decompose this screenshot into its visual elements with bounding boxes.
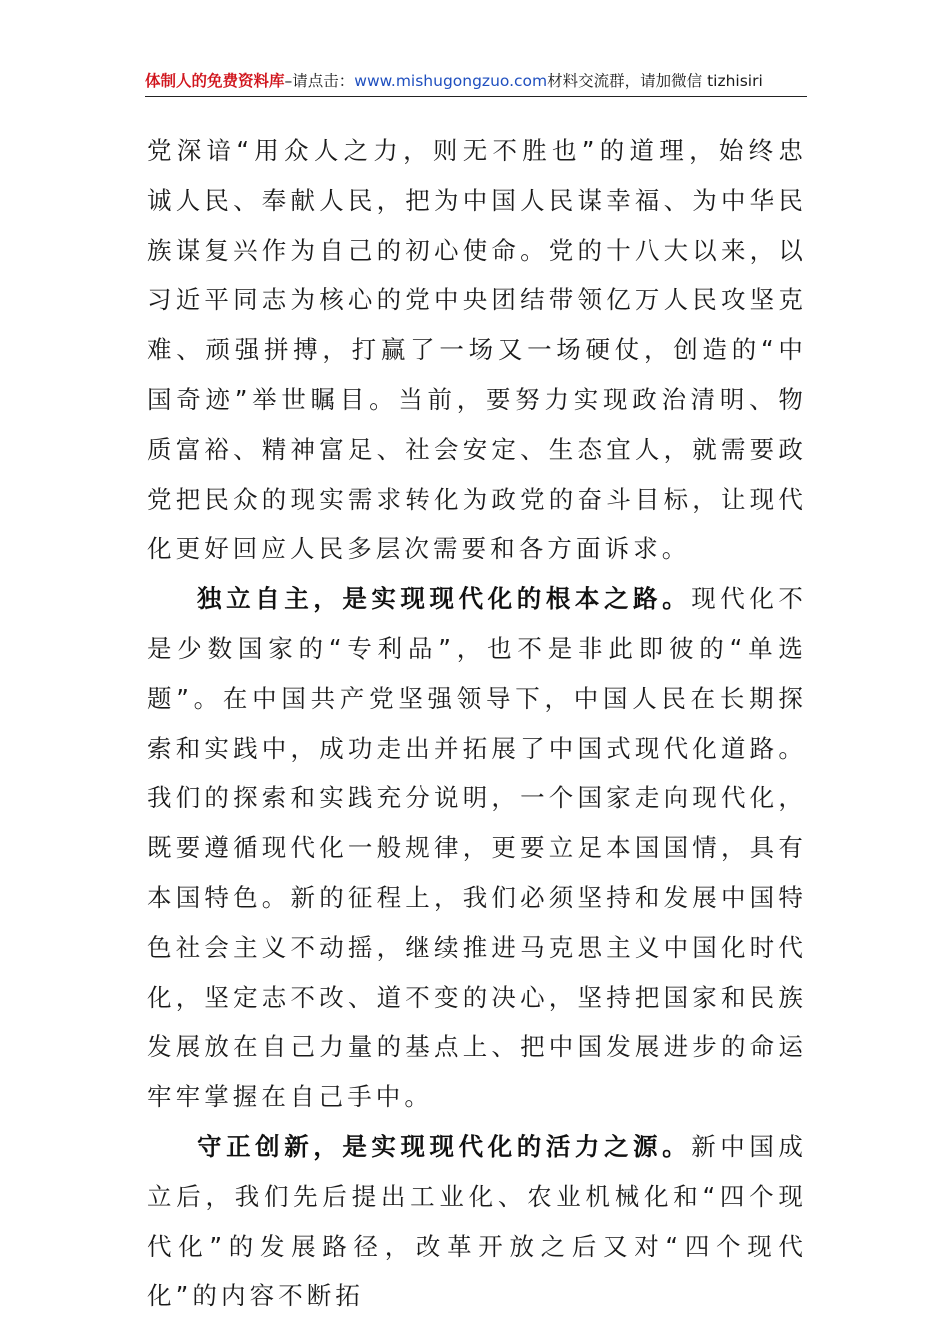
paragraph-2-text: 现代化不是少数国家的“专利品”，也不是非此即彼的“单选题”。在中国共产党坚强领导下，中国人民在长期探索和实践中，成功走出并拓展了中国式现代化道路。我们的探索和实践充分说明，一个国家走向现代化，既要遵循现代化一般规律，更要立足本国国情，具有本国特色。新的征程上，我们必须坚持和发展中国特色社会主义不动摇，继续推进马克思主义中国化时代化，坚定志不改、道不变的决心，坚持把国家和民族发展放在自己力量的基点上、把中国发展进步的命运牢牢掌握在自己手中。	[147, 584, 807, 1112]
paragraph-1-text: 党深谙“用众人之力，则无不胜也”的道理，始终忠诚人民、奉献人民，把为中国人民谋幸福、为中华民族谋复兴作为自己的初心使命。党的十八大以来，以习近平同志为核心的党中央团结带领亿万人民攻坚克难、顽强拼搏，打赢了一场又一场硬仗，创造的“中国奇迹”举世瞩目。当前，要努力实现政治清明、物质富裕、精神富足、社会安定、生态宜人，就需要政党把民众的现实需求转化为政党的奋斗目标，让现代化更好回应人民多层次需要和各方面诉求。	[147, 136, 807, 564]
header-contact-text: 材料交流群，请加微信 tizhisiri	[547, 72, 763, 90]
page-header	[145, 66, 807, 97]
paragraph-3	[147, 1122, 807, 1321]
paragraph-2	[147, 574, 807, 1122]
paragraph-1	[147, 126, 807, 574]
article-body	[147, 126, 807, 1321]
paragraph-2-heading: 独立自主，是实现现代化的根本之路。	[197, 584, 692, 614]
header-prompt: –请点击：	[284, 72, 355, 90]
paragraph-3-heading: 守正创新，是实现现代化的活力之源。	[197, 1131, 692, 1161]
header-brand: 体制人的免费资料库	[145, 72, 285, 90]
paragraph-3-text: 新中国成立后，我们先后提出工业化、农业机械化和“四个现代化”的发展路径，改革开放之后又对“四个现代化”的内容不断拓	[147, 1131, 807, 1311]
header-website-link[interactable]: www.mishugongzuo.com	[354, 72, 548, 90]
